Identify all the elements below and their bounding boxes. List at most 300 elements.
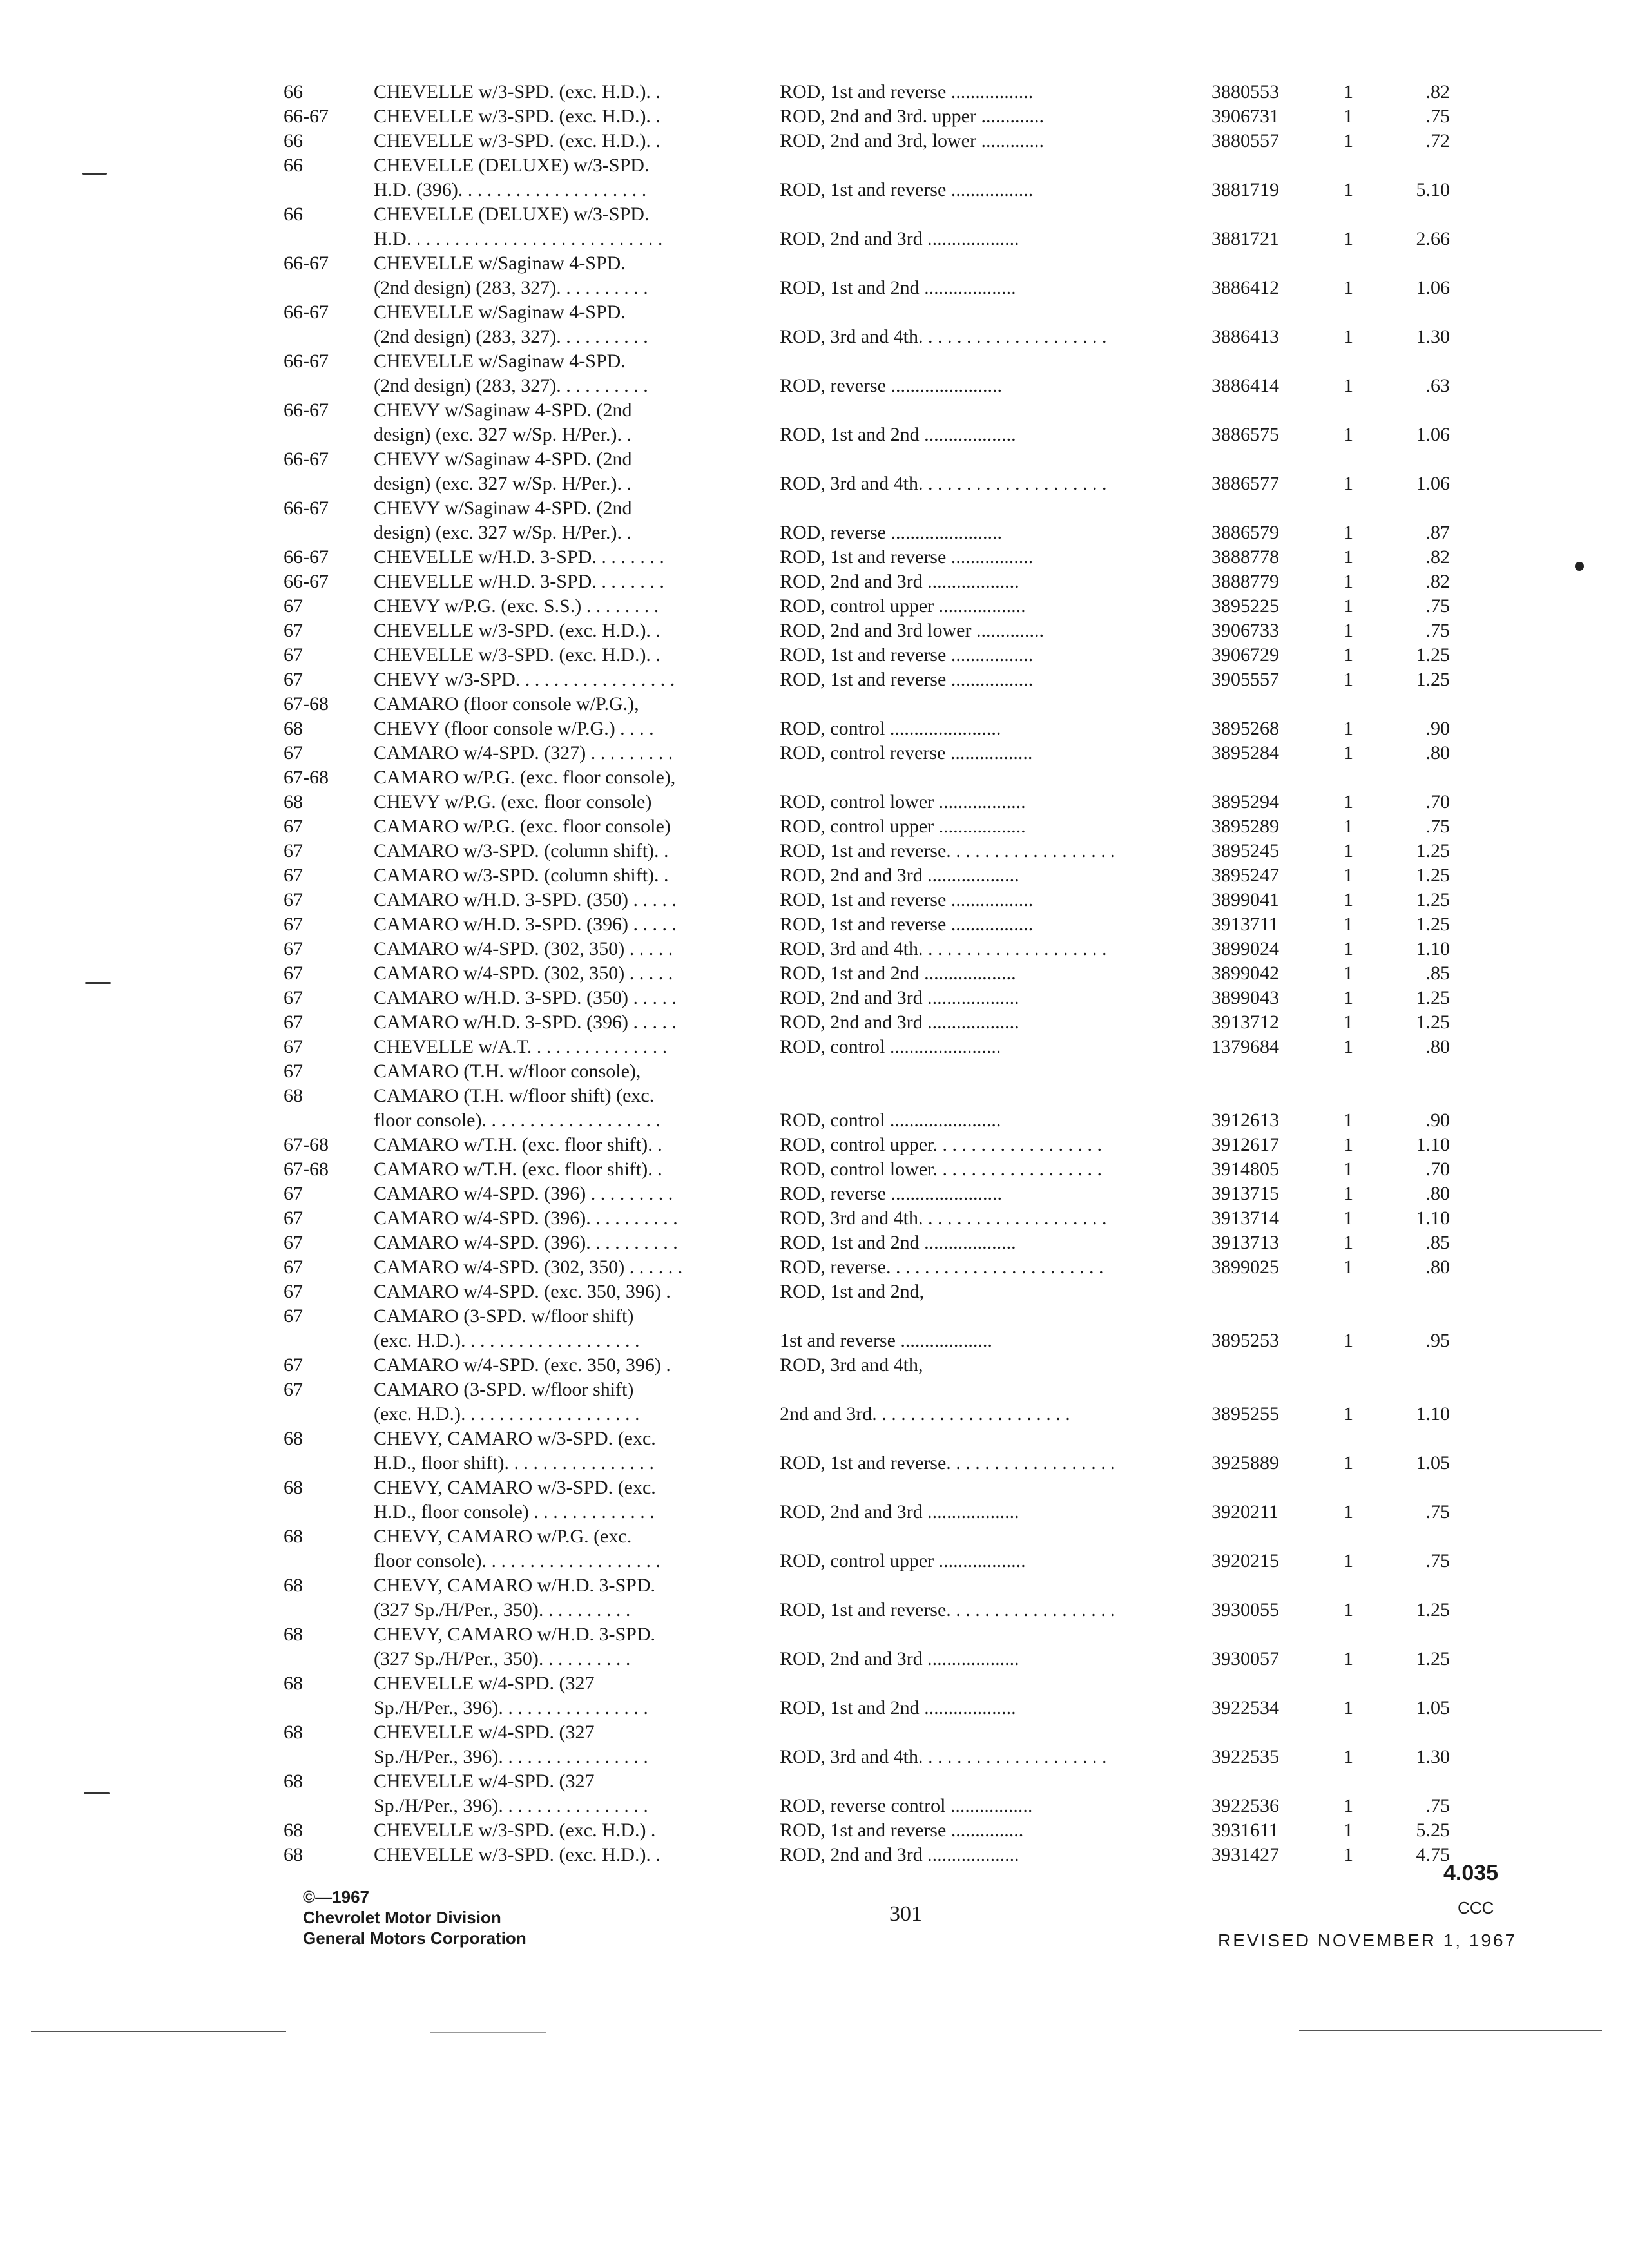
part-description: ROD, 3rd and 4th, [780, 1354, 923, 1376]
model-year: 67 [284, 987, 303, 1008]
part-number: 3914805 [1211, 1158, 1279, 1180]
quantity: 1 [1344, 571, 1353, 592]
part-description: ROD, reverse. . . . . . . . . . . . . . . . . . . . . . . [780, 1256, 1104, 1278]
price: 2.66 [1416, 228, 1450, 249]
price: 1.25 [1416, 889, 1450, 910]
table-row [284, 1598, 1495, 1622]
model-year: 67 [284, 1232, 303, 1253]
model-year: 66-67 [284, 497, 329, 519]
part-number: 3930055 [1211, 1599, 1279, 1620]
table-row [284, 1573, 1495, 1598]
vehicle-model: CHEVELLE w/H.D. 3-SPD. . . . . . . . [374, 571, 664, 592]
part-description: ROD, control lower .................. [780, 791, 1026, 812]
model-year: 67 [284, 840, 303, 861]
vehicle-model: CHEVELLE (DELUXE) w/3-SPD. [374, 155, 650, 176]
quantity: 1 [1344, 1330, 1353, 1351]
price: .80 [1425, 1256, 1450, 1278]
price: 1.10 [1416, 1134, 1450, 1155]
quantity: 1 [1344, 1452, 1353, 1474]
part-description: ROD, 3rd and 4th. . . . . . . . . . . . . . . . . . . . [780, 938, 1107, 959]
vehicle-model: CHEVY, CAMARO w/3-SPD. (exc. [374, 1477, 656, 1498]
table-row [284, 839, 1495, 863]
table-row [284, 1231, 1495, 1255]
price: .70 [1425, 1158, 1450, 1180]
table-row [284, 1329, 1495, 1353]
model-year: 68 [284, 1575, 303, 1596]
table-row [284, 668, 1495, 692]
section-code: CCC [1458, 1898, 1494, 1917]
table-row [284, 496, 1495, 521]
part-number: 3886413 [1211, 326, 1279, 347]
vehicle-model: CHEVELLE w/H.D. 3-SPD. . . . . . . . [374, 546, 664, 568]
part-description: ROD, 3rd and 4th. . . . . . . . . . . . . . . . . . . . [780, 1746, 1107, 1767]
model-year: 67 [284, 1379, 303, 1400]
price: .95 [1425, 1330, 1450, 1351]
quantity: 1 [1344, 938, 1353, 959]
vehicle-model: CHEVELLE w/A.T. . . . . . . . . . . . . . . [374, 1036, 668, 1057]
quantity: 1 [1344, 1158, 1353, 1180]
vehicle-model: (2nd design) (283, 327). . . . . . . . . . [374, 277, 648, 298]
part-number: 3886575 [1211, 424, 1279, 445]
price: .75 [1425, 595, 1450, 617]
vehicle-model: CAMARO w/4-SPD. (327) . . . . . . . . . [374, 742, 673, 764]
table-row [284, 765, 1495, 790]
model-year: 67 [284, 1183, 303, 1204]
table-row [284, 1524, 1495, 1549]
part-number: 3895289 [1211, 816, 1279, 837]
quantity: 1 [1344, 473, 1353, 494]
vehicle-model: CAMARO w/4-SPD. (396) . . . . . . . . . [374, 1183, 673, 1204]
part-description: ROD, reverse ....................... [780, 522, 1002, 543]
table-row [284, 374, 1495, 398]
part-number: 3906731 [1211, 106, 1279, 127]
quantity: 1 [1344, 620, 1353, 641]
quantity: 1 [1344, 1036, 1353, 1057]
section-number: 4.035 [1443, 1861, 1499, 1885]
vehicle-model: CAMARO w/3-SPD. (column shift). . [374, 865, 669, 886]
price: 1.25 [1416, 1012, 1450, 1033]
price: 1.10 [1416, 1403, 1450, 1425]
part-description: ROD, 1st and reverse ................. [780, 889, 1034, 910]
table-row [284, 1720, 1495, 1745]
quantity: 1 [1344, 277, 1353, 298]
vehicle-model: floor console). . . . . . . . . . . . . . . . . . . [374, 1110, 660, 1131]
part-description: ROD, control reverse ................. [780, 742, 1033, 764]
vehicle-model: CHEVY (floor console w/P.G.) . . . . [374, 718, 654, 739]
model-year: 67 [284, 620, 303, 641]
vehicle-model: CHEVELLE w/4-SPD. (327 [374, 1722, 595, 1743]
part-number: 3895253 [1211, 1330, 1279, 1351]
vehicle-model: CAMARO w/4-SPD. (exc. 350, 396) . [374, 1281, 671, 1302]
vehicle-model: CHEVELLE w/3-SPD. (exc. H.D.). . [374, 1844, 660, 1865]
vehicle-model: CHEVY w/3-SPD. . . . . . . . . . . . . . . . . [374, 669, 675, 690]
part-description: 2nd and 3rd. . . . . . . . . . . . . . . . . . . . . [780, 1403, 1070, 1425]
price: 1.25 [1416, 865, 1450, 886]
vehicle-model: CAMARO (3-SPD. w/floor shift) [374, 1305, 634, 1327]
part-description: ROD, 3rd and 4th. . . . . . . . . . . . . . . . . . . . [780, 473, 1107, 494]
model-year: 68 [284, 1673, 303, 1694]
quantity: 1 [1344, 326, 1353, 347]
table-row [284, 1475, 1495, 1500]
part-description: ROD, 1st and 2nd ................... [780, 963, 1016, 984]
table-row [284, 1108, 1495, 1133]
part-number: 3886414 [1211, 375, 1279, 396]
model-year: 66-67 [284, 253, 329, 274]
part-number: 3899025 [1211, 1256, 1279, 1278]
quantity: 1 [1344, 1134, 1353, 1155]
price: 1.10 [1416, 1207, 1450, 1229]
bottom-rule-right [1299, 2030, 1602, 2031]
table-row [284, 643, 1495, 668]
table-row [284, 961, 1495, 986]
vehicle-model: CHEVELLE w/Saginaw 4-SPD. [374, 253, 626, 274]
quantity: 1 [1344, 81, 1353, 102]
model-year: 67 [284, 1256, 303, 1278]
vehicle-model: (exc. H.D.). . . . . . . . . . . . . . . . . . . [374, 1330, 640, 1351]
part-description: ROD, reverse ....................... [780, 375, 1002, 396]
model-year: 67 [284, 1354, 303, 1376]
model-year: 67 [284, 1305, 303, 1327]
model-year: 68 [284, 1771, 303, 1792]
table-row [284, 594, 1495, 619]
part-number: 3912613 [1211, 1110, 1279, 1131]
vehicle-model: CAMARO (3-SPD. w/floor shift) [374, 1379, 634, 1400]
model-year: 66 [284, 204, 303, 225]
part-number: 3931427 [1211, 1844, 1279, 1865]
vehicle-model: H.D. . . . . . . . . . . . . . . . . . . . . . . . . . . [374, 228, 663, 249]
quantity: 1 [1344, 595, 1353, 617]
vehicle-model: CHEVELLE w/4-SPD. (327 [374, 1673, 595, 1694]
model-year: 67 [284, 865, 303, 886]
part-number: 3922535 [1211, 1746, 1279, 1767]
quantity: 1 [1344, 1256, 1353, 1278]
vehicle-model: CHEVY, CAMARO w/3-SPD. (exc. [374, 1428, 656, 1449]
part-description: ROD, reverse control ................. [780, 1795, 1033, 1816]
part-number: 3925889 [1211, 1452, 1279, 1474]
revision-date: REVISED NOVEMBER 1, 1967 [1218, 1930, 1518, 1950]
price: 1.25 [1416, 669, 1450, 690]
table-row [284, 1182, 1495, 1206]
table-row [284, 545, 1495, 570]
table-row [284, 1794, 1495, 1818]
model-year: 66 [284, 155, 303, 176]
vehicle-model: CAMARO w/T.H. (exc. floor shift). . [374, 1134, 662, 1155]
price: 1.05 [1416, 1452, 1450, 1474]
part-description: ROD, 2nd and 3rd ................... [780, 1012, 1019, 1033]
model-year: 67 [284, 938, 303, 959]
part-description: ROD, 2nd and 3rd lower .............. [780, 620, 1044, 641]
bottom-rule-left [31, 2031, 286, 2032]
model-year: 67-68 [284, 1158, 329, 1180]
vehicle-model: CHEVELLE w/3-SPD. (exc. H.D.). . [374, 644, 660, 666]
model-year: 66 [284, 130, 303, 151]
part-number: 3886412 [1211, 277, 1279, 298]
table-row [284, 1622, 1495, 1647]
part-description: ROD, 2nd and 3rd ................... [780, 228, 1019, 249]
part-description: ROD, control upper .................. [780, 1550, 1026, 1571]
part-description: ROD, control ....................... [780, 718, 1001, 739]
vehicle-model: CHEVY w/P.G. (exc. floor console) [374, 791, 652, 812]
part-number: 1379684 [1211, 1036, 1279, 1057]
table-row [284, 1745, 1495, 1769]
part-description: ROD, 3rd and 4th. . . . . . . . . . . . . . . . . . . . [780, 1207, 1107, 1229]
part-description: ROD, 2nd and 3rd ................... [780, 571, 1019, 592]
part-number: 3913715 [1211, 1183, 1279, 1204]
part-description: ROD, control upper. . . . . . . . . . . . . . . . . . [780, 1134, 1102, 1155]
vehicle-model: CAMARO w/H.D. 3-SPD. (396) . . . . . [374, 1012, 677, 1033]
price: .80 [1425, 1036, 1450, 1057]
part-number: 3906729 [1211, 644, 1279, 666]
price: 5.10 [1416, 179, 1450, 200]
price: 1.25 [1416, 1599, 1450, 1620]
table-row [284, 1280, 1495, 1304]
table-row [284, 619, 1495, 643]
vehicle-model: CAMARO w/4-SPD. (302, 350) . . . . . [374, 938, 673, 959]
vehicle-model: CHEVELLE w/3-SPD. (exc. H.D.). . [374, 130, 660, 151]
vehicle-model: CAMARO w/4-SPD. (302, 350) . . . . . [374, 963, 673, 984]
page-number: 301 [889, 1902, 922, 1926]
quantity: 1 [1344, 228, 1353, 249]
vehicle-model: CAMARO w/H.D. 3-SPD. (396) . . . . . [374, 914, 677, 935]
price: 1.10 [1416, 938, 1450, 959]
price: 1.05 [1416, 1697, 1450, 1718]
price: 4.75 [1416, 1844, 1450, 1865]
vehicle-model: CAMARO w/4-SPD. (exc. 350, 396) . [374, 1354, 671, 1376]
model-year: 68 [284, 718, 303, 739]
price: .70 [1425, 791, 1450, 812]
price: .75 [1425, 816, 1450, 837]
part-number: 3920215 [1211, 1550, 1279, 1571]
part-description: ROD, 1st and reverse. . . . . . . . . . . . . . . . . . [780, 1452, 1115, 1474]
model-year: 68 [284, 1085, 303, 1106]
part-description: ROD, 1st and reverse ................. [780, 669, 1034, 690]
table-row [284, 790, 1495, 814]
part-number: 3886577 [1211, 473, 1279, 494]
part-number: 3881721 [1211, 228, 1279, 249]
part-description: ROD, reverse ....................... [780, 1183, 1002, 1204]
table-row [284, 1255, 1495, 1280]
vehicle-model: CHEVELLE w/3-SPD. (exc. H.D.). . [374, 81, 660, 102]
vehicle-model: CHEVY, CAMARO w/H.D. 3-SPD. [374, 1575, 656, 1596]
table-row [284, 1843, 1495, 1867]
part-number: 3912617 [1211, 1134, 1279, 1155]
model-year: 67 [284, 816, 303, 837]
price: 1.06 [1416, 473, 1450, 494]
price: 1.06 [1416, 277, 1450, 298]
quantity: 1 [1344, 1844, 1353, 1865]
vehicle-model: CHEVY w/P.G. (exc. S.S.) . . . . . . . . [374, 595, 659, 617]
vehicle-model: H.D. (396). . . . . . . . . . . . . . . . . . . . [374, 179, 647, 200]
price: .82 [1425, 81, 1450, 102]
table-row [284, 986, 1495, 1010]
quantity: 1 [1344, 987, 1353, 1008]
division-name: Chevrolet Motor Division [303, 1908, 501, 1927]
price: .75 [1425, 106, 1450, 127]
part-description: ROD, control lower. . . . . . . . . . . . . . . . . . [780, 1158, 1102, 1180]
model-year: 67 [284, 963, 303, 984]
table-row [284, 888, 1495, 912]
quantity: 1 [1344, 840, 1353, 861]
table-row [284, 276, 1495, 300]
quantity: 1 [1344, 1820, 1353, 1841]
price: .80 [1425, 742, 1450, 764]
table-row [284, 1084, 1495, 1108]
table-row [284, 863, 1495, 888]
part-number: 3920211 [1211, 1501, 1278, 1523]
part-number: 3880557 [1211, 130, 1279, 151]
part-description: ROD, 1st and reverse ................. [780, 644, 1034, 666]
part-number: 3888779 [1211, 571, 1279, 592]
margin-mark [85, 982, 111, 984]
model-year: 67 [284, 1207, 303, 1229]
vehicle-model: CAMARO w/4-SPD. (396). . . . . . . . . . [374, 1207, 678, 1229]
table-row [284, 1647, 1495, 1671]
price: 1.30 [1416, 1746, 1450, 1767]
quantity: 1 [1344, 546, 1353, 568]
part-number: 3931611 [1211, 1820, 1278, 1841]
vehicle-model: CAMARO w/4-SPD. (302, 350) . . . . . . [374, 1256, 683, 1278]
part-number: 3922536 [1211, 1795, 1279, 1816]
model-year: 68 [284, 791, 303, 812]
model-year: 67 [284, 669, 303, 690]
vehicle-model: design) (exc. 327 w/Sp. H/Per.). . [374, 473, 631, 494]
table-row [284, 153, 1495, 178]
price: 1.25 [1416, 840, 1450, 861]
price: 1.25 [1416, 1648, 1450, 1669]
model-year: 67 [284, 1012, 303, 1033]
table-row [284, 521, 1495, 545]
vehicle-model: CHEVELLE w/Saginaw 4-SPD. [374, 351, 626, 372]
part-description: ROD, 2nd and 3rd ................... [780, 865, 1019, 886]
model-year: 68 [284, 1722, 303, 1743]
table-row [284, 1304, 1495, 1329]
table-row [284, 1157, 1495, 1182]
vehicle-model: (exc. H.D.). . . . . . . . . . . . . . . . . . . [374, 1403, 640, 1425]
vehicle-model: CHEVY, CAMARO w/P.G. (exc. [374, 1526, 632, 1547]
part-number: 3881719 [1211, 179, 1279, 200]
part-description: ROD, 1st and reverse ................. [780, 81, 1034, 102]
table-row [284, 251, 1495, 276]
table-row [284, 1059, 1495, 1084]
model-year: 67 [284, 742, 303, 764]
part-number: 3913712 [1211, 1012, 1279, 1033]
table-row [284, 227, 1495, 251]
part-description: ROD, 1st and reverse ............... [780, 1820, 1024, 1841]
vehicle-model: CAMARO w/4-SPD. (396). . . . . . . . . . [374, 1232, 678, 1253]
corporation-name: General Motors Corporation [303, 1928, 526, 1948]
vehicle-model: design) (exc. 327 w/Sp. H/Per.). . [374, 424, 631, 445]
table-row [284, 1402, 1495, 1427]
price: .80 [1425, 1183, 1450, 1204]
bottom-rule-middle [430, 2032, 546, 2033]
vehicle-model: CHEVY w/Saginaw 4-SPD. (2nd [374, 448, 632, 470]
table-row [284, 349, 1495, 374]
part-description: ROD, 2nd and 3rd ................... [780, 987, 1019, 1008]
price: .75 [1425, 1501, 1450, 1523]
quantity: 1 [1344, 375, 1353, 396]
price: .75 [1425, 620, 1450, 641]
part-description: ROD, 1st and reverse ................. [780, 179, 1034, 200]
table-row [284, 1769, 1495, 1794]
table-row [284, 692, 1495, 716]
model-year: 67-68 [284, 693, 329, 715]
part-description: ROD, 1st and 2nd ................... [780, 1232, 1016, 1253]
table-row [284, 570, 1495, 594]
table-row [284, 937, 1495, 961]
part-description: ROD, control ....................... [780, 1110, 1001, 1131]
part-number: 3895245 [1211, 840, 1279, 861]
model-year: 67 [284, 889, 303, 910]
part-description: ROD, 2nd and 3rd. upper ............. [780, 106, 1044, 127]
part-number: 3913711 [1211, 914, 1278, 935]
punch-dot [1575, 562, 1584, 571]
copyright: ©—1967 [303, 1887, 369, 1907]
part-number: 3895294 [1211, 791, 1279, 812]
table-row [284, 1010, 1495, 1035]
quantity: 1 [1344, 865, 1353, 886]
model-year: 66-67 [284, 448, 329, 470]
part-number: 3913714 [1211, 1207, 1279, 1229]
quantity: 1 [1344, 742, 1353, 764]
table-row [284, 1818, 1495, 1843]
quantity: 1 [1344, 1550, 1353, 1571]
price: .75 [1425, 1795, 1450, 1816]
price: 1.30 [1416, 326, 1450, 347]
table-row [284, 129, 1495, 153]
part-number: 3905557 [1211, 669, 1279, 690]
quantity: 1 [1344, 106, 1353, 127]
quantity: 1 [1344, 1232, 1353, 1253]
quantity: 1 [1344, 522, 1353, 543]
price: 1.06 [1416, 424, 1450, 445]
price: .87 [1425, 522, 1450, 543]
table-row [284, 1353, 1495, 1378]
price: .82 [1425, 571, 1450, 592]
vehicle-model: CAMARO w/T.H. (exc. floor shift). . [374, 1158, 662, 1180]
part-number: 3895247 [1211, 865, 1279, 886]
table-row [284, 1206, 1495, 1231]
quantity: 1 [1344, 1183, 1353, 1204]
quantity: 1 [1344, 791, 1353, 812]
part-number: 3899043 [1211, 987, 1279, 1008]
part-description: ROD, control upper .................. [780, 816, 1026, 837]
part-number: 3906733 [1211, 620, 1279, 641]
vehicle-model: Sp./H/Per., 396). . . . . . . . . . . . . . . . [374, 1697, 648, 1718]
vehicle-model: Sp./H/Per., 396). . . . . . . . . . . . . . . . [374, 1795, 648, 1816]
table-row [284, 80, 1495, 104]
part-number: 3899024 [1211, 938, 1279, 959]
part-description: ROD, 3rd and 4th. . . . . . . . . . . . . . . . . . . . [780, 326, 1107, 347]
table-row [284, 325, 1495, 349]
part-description: ROD, control ....................... [780, 1036, 1001, 1057]
table-row [284, 1671, 1495, 1696]
model-year: 67 [284, 595, 303, 617]
price: .63 [1425, 375, 1450, 396]
quantity: 1 [1344, 1648, 1353, 1669]
vehicle-model: CHEVELLE w/Saginaw 4-SPD. [374, 302, 626, 323]
model-year: 68 [284, 1844, 303, 1865]
quantity: 1 [1344, 963, 1353, 984]
quantity: 1 [1344, 914, 1353, 935]
table-row [284, 1378, 1495, 1402]
part-description: ROD, 2nd and 3rd ................... [780, 1648, 1019, 1669]
part-description: 1st and reverse ................... [780, 1330, 992, 1351]
quantity: 1 [1344, 1012, 1353, 1033]
part-number: 3895225 [1211, 595, 1279, 617]
publisher-block [303, 1887, 526, 1948]
margin-mark [84, 1792, 110, 1794]
part-number: 3930057 [1211, 1648, 1279, 1669]
